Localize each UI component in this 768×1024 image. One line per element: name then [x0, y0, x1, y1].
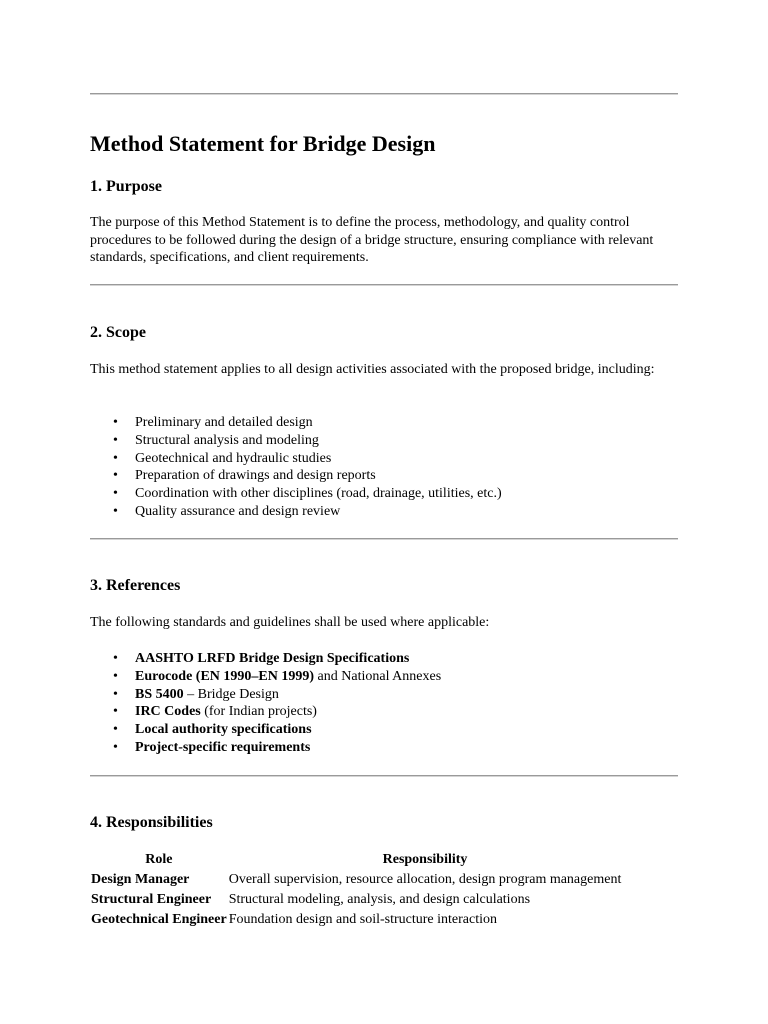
reference-note: – Bridge Design: [183, 686, 279, 702]
horizontal-rule: [90, 93, 678, 95]
reference-note: and National Annexes: [314, 668, 442, 684]
section-heading-references: 3. References: [90, 577, 181, 594]
purpose-paragraph: The purpose of this Method Statement is to define the process, methodology, and quality control procedures to be followed during the design of a bridge structure, ensuring compliance with relevant standards, specifications, and client requirements.: [90, 215, 654, 265]
list-item: [90, 686, 680, 704]
responsibility-cell: Foundation design and soil-structure interaction: [228, 912, 497, 927]
table-header-row: [90, 850, 622, 870]
list-item: [90, 739, 680, 757]
column-header-responsibility: Responsibility: [382, 852, 468, 867]
table-row: [90, 910, 622, 930]
reference-name: Local authority specifications: [135, 722, 312, 738]
list-item: [90, 650, 680, 668]
responsibility-cell: Structural modeling, analysis, and design calculations: [228, 892, 531, 907]
role-cell: Geotechnical Engineer: [91, 912, 227, 927]
section-heading-scope: 2. Scope: [90, 324, 146, 341]
reference-name: Eurocode (EN 1990–EN 1999): [135, 668, 315, 684]
scope-intro-paragraph: This method statement applies to all design activities associated with the proposed bridge, including:: [90, 362, 655, 377]
table-row: [90, 890, 622, 910]
list-item: [90, 703, 680, 721]
column-header-role: Role: [145, 852, 173, 867]
responsibility-cell: Overall supervision, resource allocation, design program management: [228, 872, 622, 887]
list-item: • Structural analysis and modeling: [90, 432, 680, 450]
section-heading-responsibilities: 4. Responsibilities: [90, 814, 213, 831]
list-item: • Preliminary and detailed design: [90, 414, 680, 432]
horizontal-rule: [90, 538, 678, 540]
horizontal-rule: [90, 284, 678, 286]
references-intro-paragraph: The following standards and guidelines shall be used where applicable:: [90, 615, 490, 630]
reference-name: IRC Codes: [135, 704, 201, 720]
reference-note: (for Indian projects): [200, 704, 317, 720]
reference-name: BS 5400: [135, 686, 184, 702]
section-heading-purpose: 1. Purpose: [90, 178, 162, 195]
table-row: [90, 870, 622, 890]
list-item: • Coordination with other disciplines (road, drainage, utilities, etc.): [90, 485, 680, 503]
list-item: [90, 668, 680, 686]
role-cell: Design Manager: [91, 872, 190, 887]
scope-list: [90, 414, 680, 521]
reference-name: AASHTO LRFD Bridge Design Specifications: [135, 651, 410, 666]
list-item: • Geotechnical and hydraulic studies: [90, 450, 680, 468]
responsibilities-table: [90, 850, 622, 930]
document-title: Method Statement for Bridge Design: [90, 131, 436, 156]
list-item: [90, 721, 680, 739]
reference-name: Project-specific requirements: [135, 739, 311, 755]
horizontal-rule: [90, 775, 678, 777]
role-cell: Structural Engineer: [91, 892, 212, 907]
list-item: • Preparation of drawings and design reports: [90, 467, 680, 485]
list-item: • Quality assurance and design review: [90, 503, 680, 521]
references-list: [90, 650, 680, 757]
